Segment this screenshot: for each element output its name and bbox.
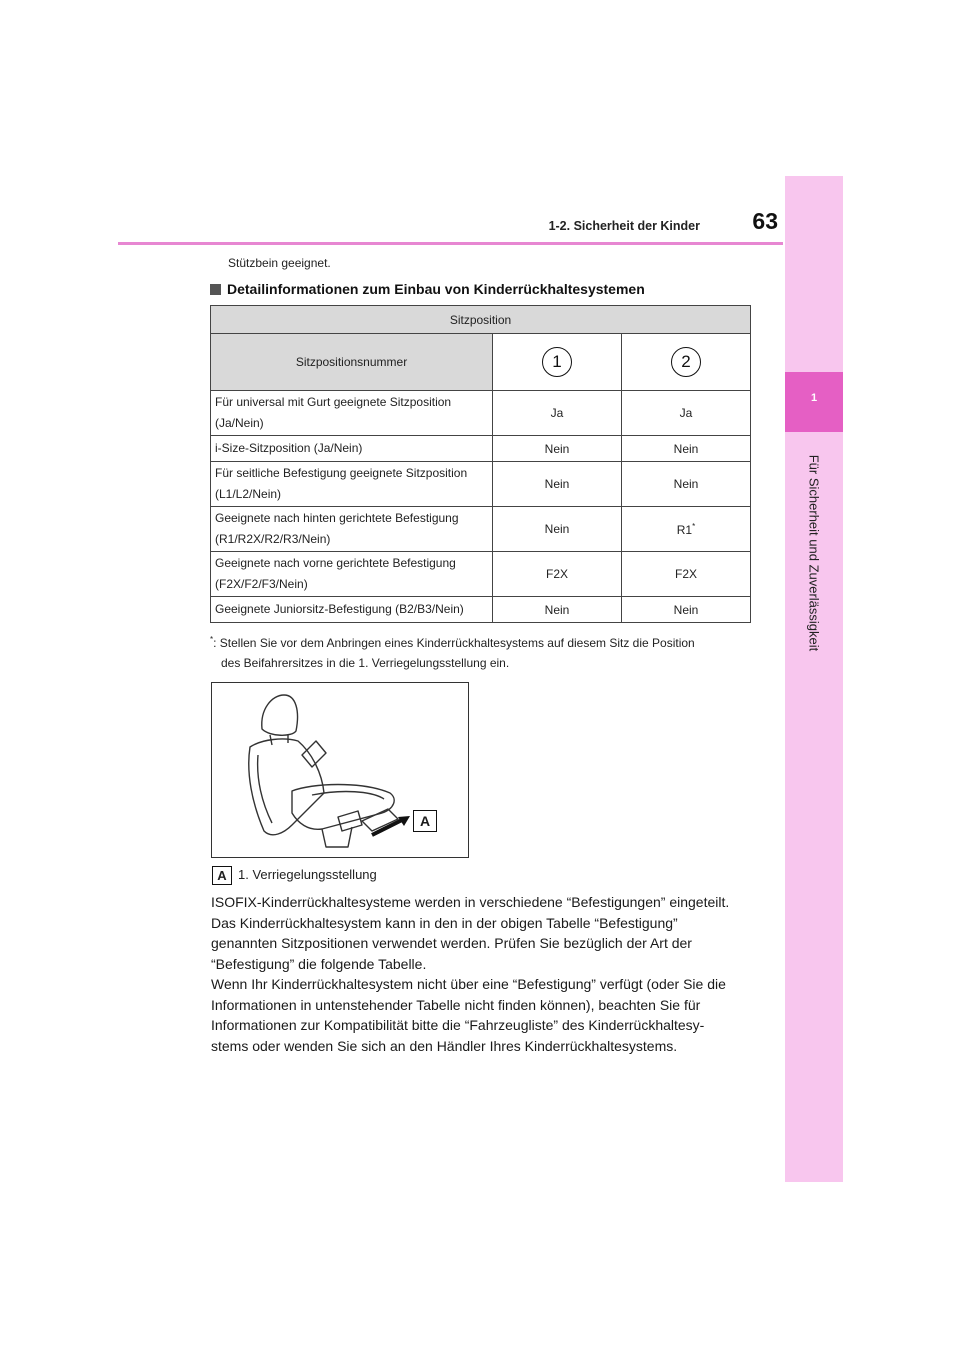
compatibility-table	[210, 305, 751, 623]
row-label-line: (Ja/Nein)	[215, 416, 264, 430]
header-seat-position: Sitzposition	[211, 306, 751, 334]
legend-callout-label: A	[212, 866, 232, 885]
row-label	[211, 391, 493, 436]
table-header-row	[211, 306, 751, 334]
page-number: 63	[752, 208, 778, 234]
subheading-text: Detailinformationen zum Einbau von Kinderrückhaltesystemen	[227, 281, 645, 297]
row-label-line: (L1/L2/Nein)	[215, 487, 282, 501]
body-line: Informationen in untenstehender Tabelle nicht finden können), beachten Sie für	[211, 996, 701, 1013]
table-header-row	[211, 334, 751, 391]
chapter-side-tab	[785, 176, 843, 1182]
row-label-line: (R1/R2X/R2/R3/Nein)	[215, 532, 331, 546]
seat-illustration	[211, 682, 469, 858]
row-label: i-Size-Sitzposition (Ja/Nein)	[211, 436, 493, 462]
body-text	[211, 892, 756, 1056]
table-row	[211, 391, 751, 436]
body-line: ISOFIX-Kinderrückhaltesysteme werden in verschiedene “Befestigungen” eingeteilt.	[211, 894, 730, 910]
row-label-line: Für universal mit Gurt geeignete Sitzposition	[215, 395, 452, 409]
seat2-value: Nein	[622, 462, 751, 507]
seat2-value: F2X	[622, 552, 751, 597]
table-row	[211, 436, 751, 462]
legend-text: 1. Verriegelungsstellung	[238, 866, 377, 882]
seat1-value: Nein	[493, 597, 622, 623]
seat-number-2	[622, 334, 751, 391]
body-line: Informationen zur Kompatibilität bitte die “Fahrzeugliste” des Kinderrückhaltesy-	[211, 1017, 705, 1033]
seat2-value: Nein	[622, 436, 751, 462]
row-label-line: Geeignete nach vorne gerichtete Befestigung	[215, 556, 456, 570]
subheading	[210, 281, 645, 297]
body-line: Das Kinderrückhaltesystem kann in den in der obigen Tabelle “Befestigung”	[211, 914, 678, 931]
seat2-value: Ja	[622, 391, 751, 436]
table-row	[211, 597, 751, 623]
table-row	[211, 552, 751, 597]
row-label	[211, 552, 493, 597]
header-seat-number-label: Sitzpositionsnummer	[211, 334, 493, 391]
figure-legend	[212, 866, 377, 885]
footnote-mark: *	[692, 521, 696, 531]
chapter-number: 1	[810, 392, 818, 404]
circled-number-1-icon: 1	[542, 347, 572, 377]
seat-number-1	[493, 334, 622, 391]
header-rule	[118, 242, 783, 245]
seat1-value: F2X	[493, 552, 622, 597]
row-label-line: Für seitliche Befestigung geeignete Sitzposition	[215, 466, 468, 480]
figure-callout-label: A	[419, 813, 431, 829]
circled-number-2-icon: 2	[671, 347, 701, 377]
square-bullet-icon	[210, 284, 221, 295]
seat1-value: Nein	[493, 436, 622, 462]
table-footnote	[210, 630, 750, 673]
row-label	[211, 462, 493, 507]
footnote-line-1: : Stellen Sie vor dem Anbringen eines Kinderrückhaltesystems auf diesem Sitz die Position	[213, 636, 695, 650]
table-row	[211, 507, 751, 552]
seat2-value	[622, 507, 751, 552]
intro-line: Stützbein geeignet.	[228, 256, 331, 270]
seat1-value: Nein	[493, 507, 622, 552]
row-label-line: (F2X/F2/F3/Nein)	[215, 577, 308, 591]
section-title: 1-2. Sicherheit der Kinder	[548, 219, 700, 233]
seat2-value-text: R1	[676, 522, 693, 537]
seat1-value: Ja	[493, 391, 622, 436]
body-line: stems oder wenden Sie sich an den Händler Ihres Kinderrückhaltesystems.	[211, 1037, 678, 1054]
body-line: “Befestigung” die folgende Tabelle.	[211, 955, 427, 972]
arrow-shaft	[372, 819, 404, 835]
seat2-value: Nein	[622, 597, 751, 623]
table-row	[211, 462, 751, 507]
body-line: Wenn Ihr Kinderrückhaltesystem nicht über eine “Befestigung” verfügt (oder Sie die	[211, 976, 726, 992]
footnote-line-2: des Beifahrersitzes in die 1. Verriegelungsstellung ein.	[221, 656, 510, 670]
figure-callout	[413, 810, 437, 832]
body-line: genannten Sitzpositionen verwendet werden. Prüfen Sie bezüglich der Art der	[211, 935, 692, 951]
row-label: Geeignete Juniorsitz-Befestigung (B2/B3/Nein)	[211, 597, 493, 623]
footnote-asterisk: *	[210, 635, 214, 644]
seat1-value: Nein	[493, 462, 622, 507]
row-label	[211, 507, 493, 552]
chapter-title: Für Sicherheit und Zuverlässigkeit	[806, 454, 822, 652]
row-label-line: Geeignete nach hinten gerichtete Befestigung	[215, 511, 459, 525]
